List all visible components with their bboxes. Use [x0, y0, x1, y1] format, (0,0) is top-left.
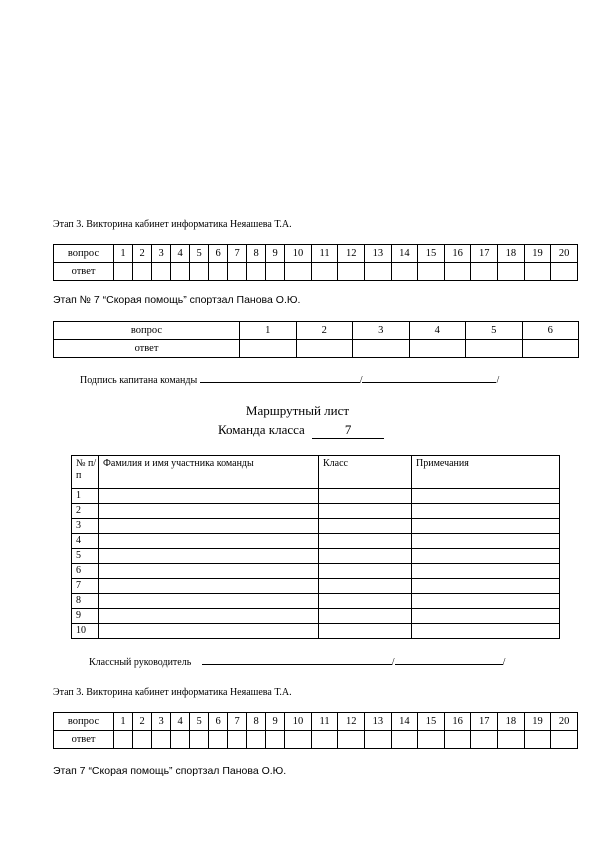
- answer-cell[interactable]: [391, 731, 418, 749]
- table-row: [72, 564, 560, 579]
- answer-cell[interactable]: [114, 263, 133, 281]
- question-number: 19: [524, 245, 551, 263]
- question-number: 4: [409, 322, 466, 340]
- answer-cell[interactable]: [338, 263, 365, 281]
- answer-cell[interactable]: [498, 263, 525, 281]
- question-number: 3: [152, 713, 171, 731]
- class-cell[interactable]: [319, 534, 412, 549]
- answer-cell[interactable]: [152, 263, 171, 281]
- answer-cell[interactable]: [133, 263, 152, 281]
- team-class-line: [218, 422, 384, 439]
- route-sheet-title: Маршрутный лист: [245, 403, 350, 418]
- question-number: 7: [228, 713, 247, 731]
- answer-cell[interactable]: [266, 263, 285, 281]
- question-number: 2: [133, 713, 152, 731]
- name-cell[interactable]: [99, 519, 319, 534]
- question-number: 6: [522, 322, 579, 340]
- table-row: [72, 519, 560, 534]
- signature-separator: /: [391, 657, 395, 668]
- answer-cell[interactable]: [522, 340, 579, 358]
- answer-cell[interactable]: [391, 263, 418, 281]
- stage7-title: Этап № 7 “Скорая помощь” спортзал Панова О.Ю.: [53, 294, 301, 306]
- name-cell[interactable]: [99, 489, 319, 504]
- question-label: вопрос: [54, 713, 114, 731]
- question-number: 15: [418, 245, 445, 263]
- row-number: 1: [72, 489, 99, 504]
- answer-cell[interactable]: [285, 731, 312, 749]
- answer-cell[interactable]: [338, 731, 365, 749]
- team-members-table: [71, 455, 560, 639]
- class-cell[interactable]: [319, 519, 412, 534]
- answer-cell[interactable]: [171, 263, 190, 281]
- answer-cell[interactable]: [353, 340, 410, 358]
- answer-cell[interactable]: [551, 731, 578, 749]
- row-number: 4: [72, 534, 99, 549]
- question-number: 5: [466, 322, 523, 340]
- signature-end: /: [496, 375, 500, 386]
- notes-cell[interactable]: [412, 624, 560, 639]
- table-row: [72, 624, 560, 639]
- answer-cell[interactable]: [498, 731, 525, 749]
- notes-cell[interactable]: [412, 504, 560, 519]
- question-number: 11: [311, 245, 338, 263]
- question-number: 1: [114, 713, 133, 731]
- answer-cell[interactable]: [365, 731, 392, 749]
- question-number: 11: [311, 713, 338, 731]
- question-number: 10: [285, 245, 312, 263]
- stage7-table: [53, 321, 579, 358]
- signature-end: /: [502, 657, 506, 668]
- answer-cell[interactable]: [266, 731, 285, 749]
- question-number: 5: [190, 245, 209, 263]
- answer-cell[interactable]: [418, 263, 445, 281]
- question-number: 18: [498, 245, 525, 263]
- question-number: 18: [498, 713, 525, 731]
- answer-cell[interactable]: [524, 263, 551, 281]
- answer-cell[interactable]: [471, 731, 498, 749]
- notes-cell[interactable]: [412, 579, 560, 594]
- name-cell[interactable]: [99, 624, 319, 639]
- row-number: 7: [72, 579, 99, 594]
- answer-cell[interactable]: [240, 340, 297, 358]
- question-number: 14: [391, 245, 418, 263]
- question-number: 3: [353, 322, 410, 340]
- answer-cell[interactable]: [524, 731, 551, 749]
- answer-label: ответ: [54, 340, 240, 358]
- class-cell[interactable]: [319, 504, 412, 519]
- name-cell[interactable]: [99, 579, 319, 594]
- answer-row: [54, 731, 578, 749]
- answer-row: [54, 263, 578, 281]
- notes-cell[interactable]: [412, 564, 560, 579]
- question-number: 9: [266, 245, 285, 263]
- stage3-quiz-table: [53, 244, 578, 281]
- question-label: вопрос: [54, 322, 240, 340]
- answer-cell[interactable]: [152, 731, 171, 749]
- question-number: 14: [391, 713, 418, 731]
- captain-signature-label: Подпись капитана команды: [80, 375, 198, 386]
- answer-cell[interactable]: [228, 731, 247, 749]
- table-row: [72, 489, 560, 504]
- question-number: 10: [285, 713, 312, 731]
- answer-cell[interactable]: [228, 263, 247, 281]
- question-number: 13: [365, 713, 392, 731]
- question-number: 19: [524, 713, 551, 731]
- class-cell[interactable]: [319, 564, 412, 579]
- captain-signature-line[interactable]: [362, 373, 496, 383]
- question-number: 6: [209, 245, 228, 263]
- answer-cell[interactable]: [133, 731, 152, 749]
- class-teacher-signature: [89, 655, 505, 668]
- answer-cell[interactable]: [471, 263, 498, 281]
- question-number: 16: [444, 245, 471, 263]
- answer-label: ответ: [54, 731, 114, 749]
- class-cell[interactable]: [319, 594, 412, 609]
- class-cell[interactable]: [319, 624, 412, 639]
- question-number: 15: [418, 713, 445, 731]
- header-number: № п/п: [72, 456, 99, 489]
- question-number: 1: [240, 322, 297, 340]
- notes-cell[interactable]: [412, 534, 560, 549]
- question-number: 9: [266, 713, 285, 731]
- header-notes: Примечания: [412, 456, 560, 489]
- stage3-quiz-table-bottom: [53, 712, 578, 749]
- class-teacher-label: Классный руководитель: [89, 657, 192, 668]
- team-table-header: [72, 456, 560, 489]
- class-cell[interactable]: [319, 579, 412, 594]
- table-row: [72, 579, 560, 594]
- question-row: [54, 322, 579, 340]
- class-cell[interactable]: [319, 489, 412, 504]
- table-row: [72, 609, 560, 624]
- notes-cell[interactable]: [412, 609, 560, 624]
- name-cell[interactable]: [99, 549, 319, 564]
- answer-label: ответ: [54, 263, 114, 281]
- question-row: [54, 245, 578, 263]
- answer-cell[interactable]: [114, 731, 133, 749]
- answer-cell[interactable]: [247, 731, 266, 749]
- team-class-value: 7: [312, 422, 384, 439]
- answer-cell[interactable]: [311, 263, 338, 281]
- question-number: 12: [338, 245, 365, 263]
- answer-cell[interactable]: [365, 263, 392, 281]
- answer-cell[interactable]: [418, 731, 445, 749]
- answer-cell[interactable]: [296, 340, 353, 358]
- answer-cell[interactable]: [444, 263, 471, 281]
- header-name: Фамилия и имя участника команды: [99, 456, 319, 489]
- question-number: 20: [551, 245, 578, 263]
- teacher-signature-line[interactable]: [395, 655, 503, 665]
- notes-cell[interactable]: [412, 594, 560, 609]
- answer-row: [54, 340, 579, 358]
- name-cell[interactable]: [99, 504, 319, 519]
- question-number: 1: [114, 245, 133, 263]
- class-cell[interactable]: [319, 549, 412, 564]
- class-cell[interactable]: [319, 609, 412, 624]
- row-number: 9: [72, 609, 99, 624]
- question-number: 8: [247, 713, 266, 731]
- question-number: 7: [228, 245, 247, 263]
- row-number: 3: [72, 519, 99, 534]
- question-number: 8: [247, 245, 266, 263]
- question-number: 6: [209, 713, 228, 731]
- header-class: Класс: [319, 456, 412, 489]
- answer-cell[interactable]: [551, 263, 578, 281]
- question-number: 13: [365, 245, 392, 263]
- answer-cell[interactable]: [247, 263, 266, 281]
- row-number: 6: [72, 564, 99, 579]
- answer-cell[interactable]: [190, 263, 209, 281]
- stage3-title: Этап 3. Викторина кабинет информатика Неяашева Т.А.: [53, 219, 292, 230]
- captain-signature: [80, 373, 499, 386]
- answer-cell[interactable]: [171, 731, 190, 749]
- row-number: 8: [72, 594, 99, 609]
- answer-cell[interactable]: [444, 731, 471, 749]
- table-row: [72, 549, 560, 564]
- answer-cell[interactable]: [285, 263, 312, 281]
- answer-cell[interactable]: [209, 263, 228, 281]
- question-number: 12: [338, 713, 365, 731]
- team-class-label: Команда класса: [218, 422, 305, 437]
- stage3-title-bottom: Этап 3. Викторина кабинет информатика Неяашева Т.А.: [53, 687, 292, 698]
- table-row: [72, 594, 560, 609]
- row-number: 5: [72, 549, 99, 564]
- table-row: [72, 534, 560, 549]
- name-cell[interactable]: [99, 534, 319, 549]
- name-cell[interactable]: [99, 564, 319, 579]
- question-number: 17: [471, 245, 498, 263]
- question-number: 20: [551, 713, 578, 731]
- question-number: 4: [171, 245, 190, 263]
- answer-cell[interactable]: [466, 340, 523, 358]
- question-number: 4: [171, 713, 190, 731]
- answer-cell[interactable]: [311, 731, 338, 749]
- answer-cell[interactable]: [409, 340, 466, 358]
- answer-cell[interactable]: [209, 731, 228, 749]
- notes-cell[interactable]: [412, 519, 560, 534]
- answer-cell[interactable]: [190, 731, 209, 749]
- question-number: 2: [133, 245, 152, 263]
- name-cell[interactable]: [99, 609, 319, 624]
- question-number: 17: [471, 713, 498, 731]
- question-label: вопрос: [54, 245, 114, 263]
- name-cell[interactable]: [99, 594, 319, 609]
- stage7-title-bottom: Этап 7 “Скорая помощь” спортзал Панова О.Ю.: [53, 765, 287, 777]
- question-number: 2: [296, 322, 353, 340]
- question-number: 5: [190, 713, 209, 731]
- row-number: 10: [72, 624, 99, 639]
- row-number: 2: [72, 504, 99, 519]
- question-number: 3: [152, 245, 171, 263]
- question-number: 16: [444, 713, 471, 731]
- signature-separator: /: [359, 375, 363, 386]
- notes-cell[interactable]: [412, 489, 560, 504]
- captain-name-line[interactable]: [200, 373, 360, 383]
- notes-cell[interactable]: [412, 549, 560, 564]
- table-row: [72, 504, 560, 519]
- question-row: [54, 713, 578, 731]
- teacher-name-line[interactable]: [202, 655, 392, 665]
